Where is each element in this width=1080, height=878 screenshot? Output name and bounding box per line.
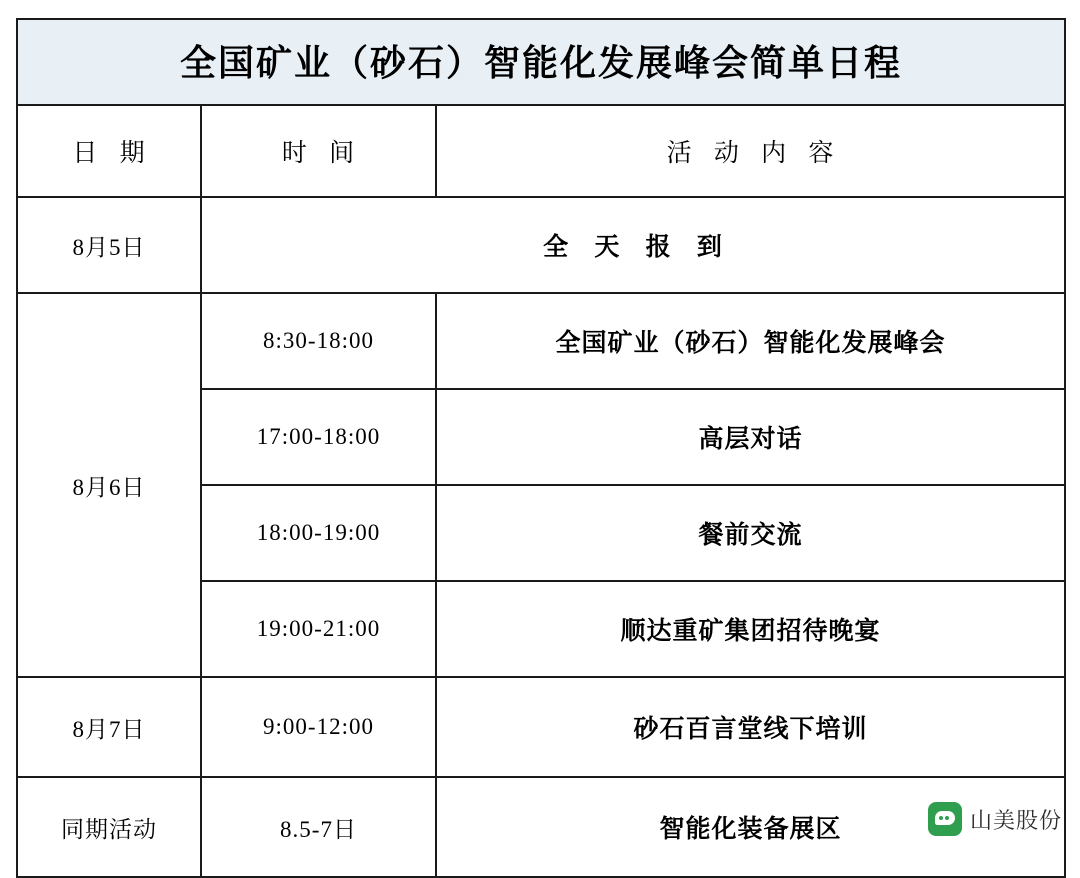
row-time-banquet: 19:00-21:00 (201, 581, 436, 677)
row-time-concurrent: 8.5-7日 (201, 777, 436, 877)
row-date-aug7: 8月7日 (17, 677, 201, 777)
table-row (17, 777, 1065, 877)
row-content-dialogue: 高层对话 (436, 389, 1065, 485)
row-content-concurrent: 智能化装备展区 (436, 777, 1065, 877)
row-content-training: 砂石百言堂线下培训 (436, 677, 1065, 777)
table-row (17, 677, 1065, 777)
row-date-concurrent: 同期活动 (17, 777, 201, 877)
row-content-premeal: 餐前交流 (436, 485, 1065, 581)
row-date-aug5: 8月5日 (17, 197, 201, 293)
row-date-aug6: 8月6日 (17, 293, 201, 677)
schedule-table (16, 18, 1066, 878)
row-content-banquet: 顺达重矿集团招待晚宴 (436, 581, 1065, 677)
page-title: 全国矿业（砂石）智能化发展峰会简单日程 (17, 19, 1065, 105)
row-time-training: 9:00-12:00 (201, 677, 436, 777)
column-header-content: 活 动 内 容 (436, 105, 1065, 197)
wechat-icon (928, 802, 962, 836)
row-time-dialogue: 17:00-18:00 (201, 389, 436, 485)
table-title-row (17, 19, 1065, 105)
table-header-row (17, 105, 1065, 197)
row-time-premeal: 18:00-19:00 (201, 485, 436, 581)
row-content-aug5: 全 天 报 到 (201, 197, 1065, 293)
table-row (17, 197, 1065, 293)
column-header-time: 时 间 (201, 105, 436, 197)
table-row (17, 293, 1065, 389)
watermark-label: 山美股份 (969, 807, 1062, 833)
row-time-summit: 8:30-18:00 (201, 293, 436, 389)
row-content-summit: 全国矿业（砂石）智能化发展峰会 (436, 293, 1065, 389)
column-header-date: 日 期 (17, 105, 201, 197)
watermark (928, 802, 1062, 836)
